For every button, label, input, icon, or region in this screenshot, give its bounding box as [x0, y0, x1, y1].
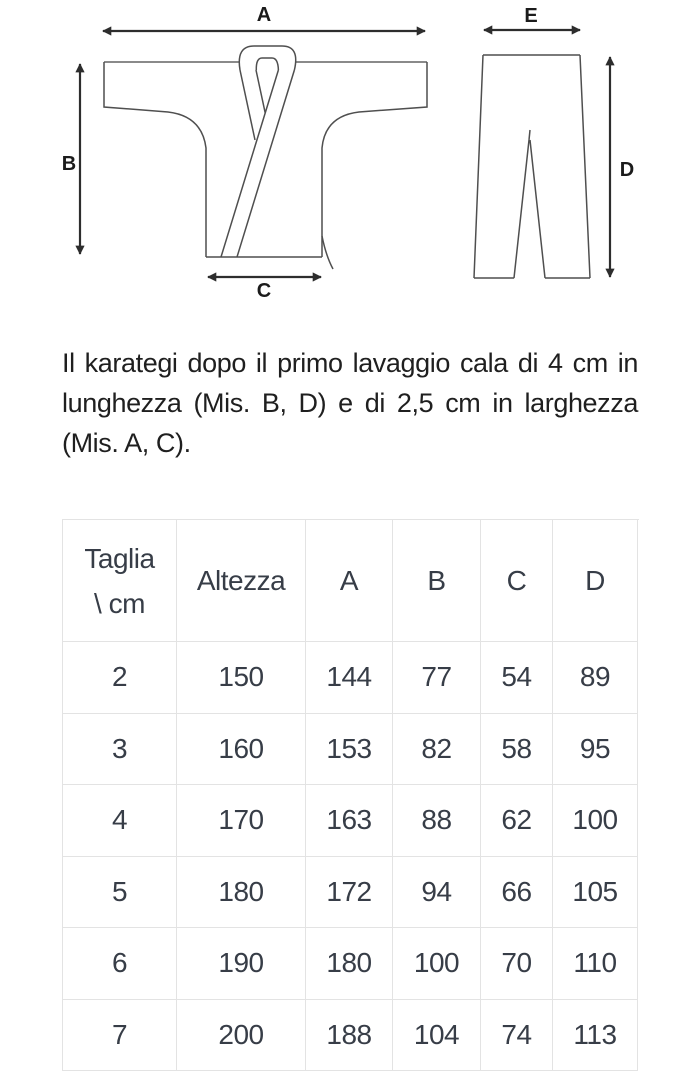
jacket-measurement-diagram	[0, 0, 460, 320]
table-cell-a: 188	[306, 1000, 393, 1072]
column-header-d: D	[553, 520, 638, 642]
pants-measurement-diagram	[440, 0, 699, 320]
table-cell-c: 62	[481, 785, 553, 857]
table-cell-b: 100	[393, 928, 481, 1000]
table-cell-d: 110	[553, 928, 638, 1000]
table-cell-c: 66	[481, 857, 553, 929]
jacket-left-outline	[104, 62, 206, 257]
table-cell-c: 70	[481, 928, 553, 1000]
pants-outline	[474, 55, 590, 278]
label-C: C	[256, 280, 272, 302]
table-cell-size: 3	[63, 714, 177, 786]
table-cell-d: 105	[553, 857, 638, 929]
table-cell-a: 163	[306, 785, 393, 857]
table-cell-b: 82	[393, 714, 481, 786]
table-cell-altezza: 190	[177, 928, 306, 1000]
table-cell-d: 113	[553, 1000, 638, 1072]
column-header-a: A	[306, 520, 393, 642]
table-cell-size: 2	[63, 642, 177, 714]
table-cell-d: 89	[553, 642, 638, 714]
corner-line-1: Taglia	[84, 542, 155, 574]
label-B: B	[61, 153, 77, 175]
table-cell-altezza: 160	[177, 714, 306, 786]
column-header-c: C	[481, 520, 553, 642]
label-A: A	[256, 4, 272, 26]
table-cell-altezza: 170	[177, 785, 306, 857]
corner-line-2: \ cm	[94, 587, 145, 619]
table-cell-a: 172	[306, 857, 393, 929]
table-cell-altezza: 150	[177, 642, 306, 714]
size-table	[62, 519, 639, 1071]
table-cell-altezza: 180	[177, 857, 306, 929]
table-cell-a: 144	[306, 642, 393, 714]
jacket-panel-tail	[322, 236, 333, 269]
table-cell-b: 77	[393, 642, 481, 714]
table-cell-c: 74	[481, 1000, 553, 1072]
column-header-altezza: Altezza	[177, 520, 306, 642]
label-E: E	[524, 5, 538, 27]
table-cell-size: 5	[63, 857, 177, 929]
table-cell-a: 180	[306, 928, 393, 1000]
table-cell-d: 95	[553, 714, 638, 786]
table-cell-c: 54	[481, 642, 553, 714]
table-cell-size: 4	[63, 785, 177, 857]
table-cell-size: 6	[63, 928, 177, 1000]
label-D: D	[619, 159, 635, 181]
table-cell-b: 104	[393, 1000, 481, 1072]
shrinkage-note: Il karategi dopo il primo lavaggio cala di 4 cm in lunghezza (Mis. B, D) e di 2,5 cm in larghezza (Mis. A, C).	[62, 348, 638, 458]
table-cell-d: 100	[553, 785, 638, 857]
table-cell-c: 58	[481, 714, 553, 786]
table-cell-size: 7	[63, 1000, 177, 1072]
table-cell-b: 88	[393, 785, 481, 857]
table-cell-altezza: 200	[177, 1000, 306, 1072]
column-header-b: B	[393, 520, 481, 642]
table-cell-b: 94	[393, 857, 481, 929]
corner-header-taglia-cm	[63, 520, 177, 642]
jacket-right-outline	[322, 62, 427, 257]
table-cell-a: 153	[306, 714, 393, 786]
